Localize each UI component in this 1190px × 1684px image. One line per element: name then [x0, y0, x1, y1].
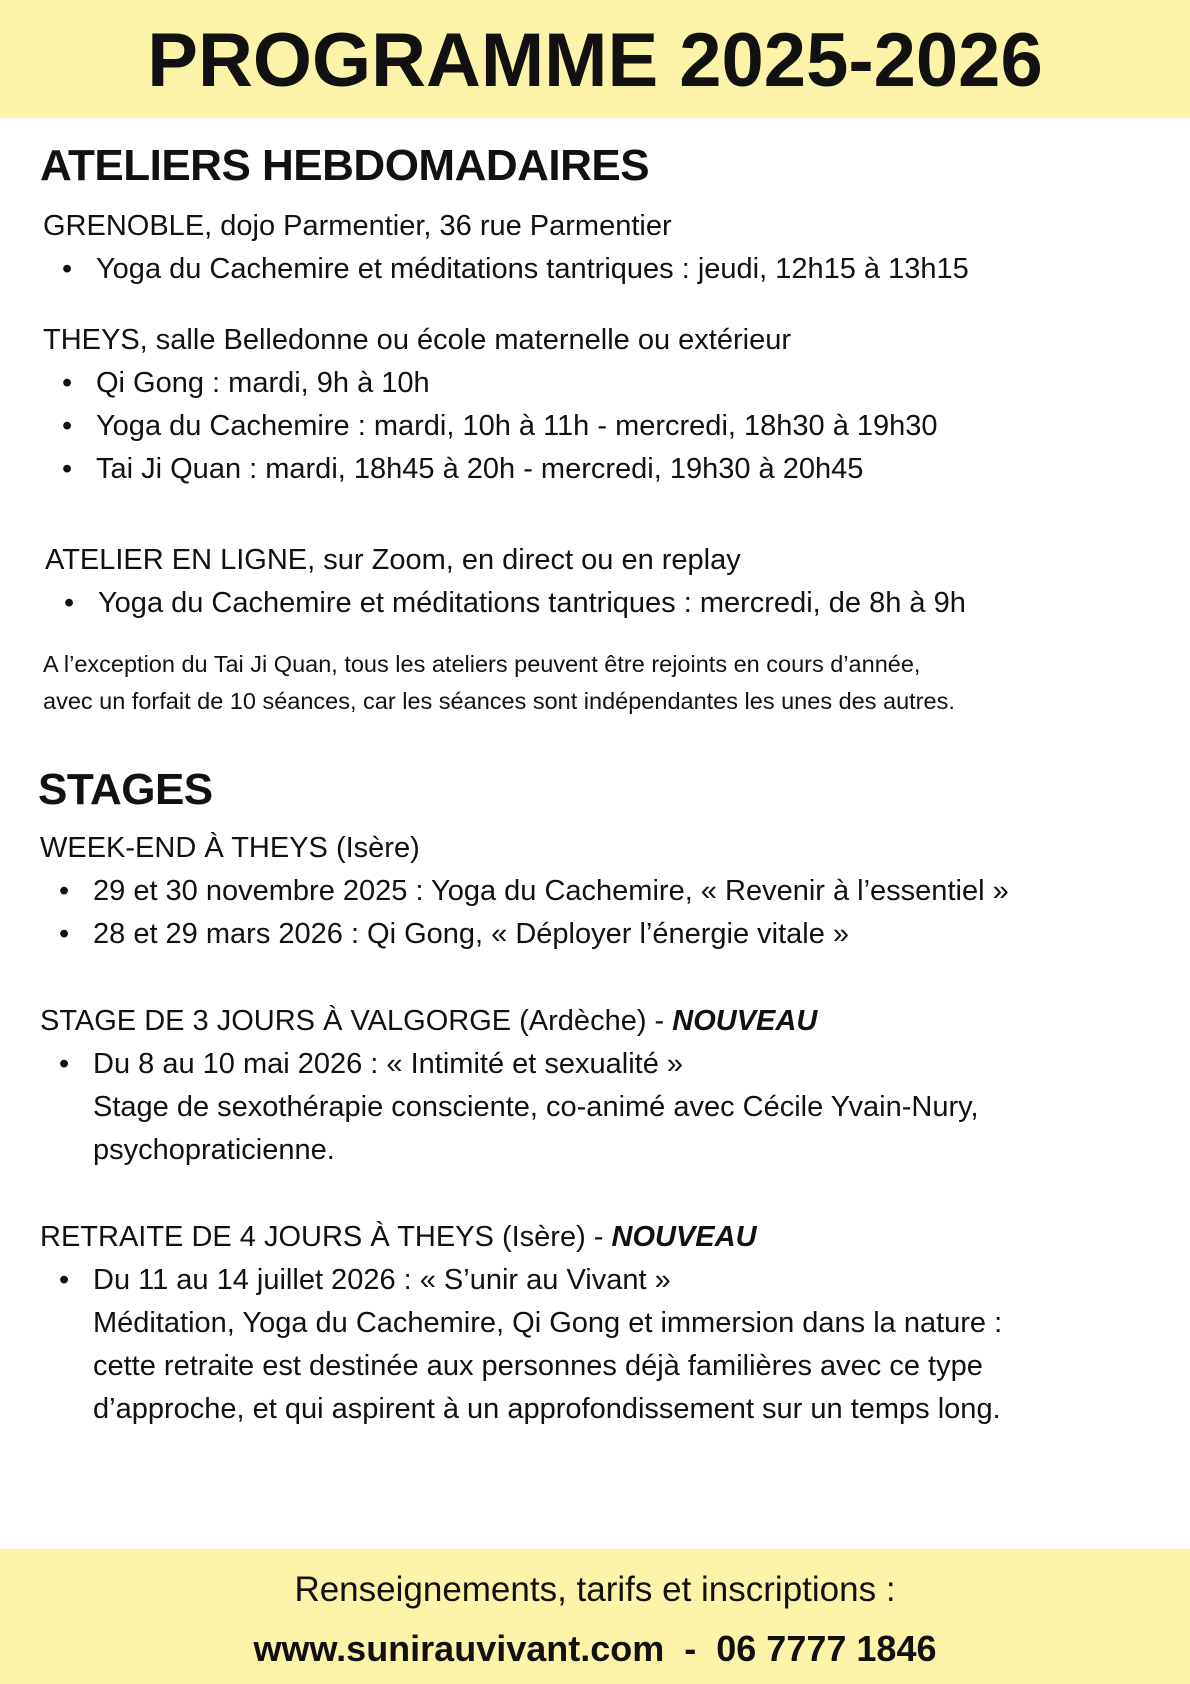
item-list	[40, 1043, 1150, 1172]
group-title: GRENOBLE, dojo Parmentier, 36 rue Parmentier	[43, 209, 672, 242]
header-band	[0, 0, 1190, 118]
nouveau-badge: NOUVEAU	[672, 1004, 818, 1037]
list-item: • Tai Ji Quan : mardi, 18h45 à 20h - mercredi, 19h30 à 20h45	[40, 448, 1150, 491]
nouveau-badge: NOUVEAU	[611, 1220, 757, 1253]
group-theys	[40, 319, 1150, 491]
note-line: A l’exception du Tai Ji Quan, tous les ateliers peuvent être rejoints en cours d’année,	[43, 650, 921, 677]
stage-title: STAGE DE 3 JOURS À VALGORGE (Ardèche) - NOUVEAU	[40, 1004, 818, 1037]
group-title: THEYS, salle Belledonne ou école maternelle ou extérieur	[43, 323, 791, 356]
list-item	[40, 1043, 1150, 1172]
group-title: ATELIER EN LIGNE, sur Zoom, en direct ou en replay	[45, 543, 741, 576]
list-item: • Yoga du Cachemire et méditations tantriques : mercredi, de 8h à 9h	[40, 582, 1150, 625]
group-grenoble	[40, 205, 1150, 291]
stage-title: WEEK-END À THEYS (Isère)	[40, 831, 420, 864]
footer-contact: www.sunirauvivant.com - 06 7777 1846	[253, 1628, 937, 1669]
main-content	[40, 140, 1150, 1431]
item-line: psychopraticienne.	[93, 1133, 335, 1166]
list-item: • Yoga du Cachemire et méditations tantriques : jeudi, 12h15 à 13h15	[40, 248, 1150, 291]
item-list	[40, 362, 1150, 491]
bullet-icon: •	[59, 917, 70, 950]
item-line: cette retraite est destinée aux personnes déjà familières avec ce type	[93, 1349, 983, 1382]
bullet-icon: •	[64, 586, 75, 619]
bullet-icon: •	[62, 366, 73, 399]
group-online	[40, 539, 1150, 625]
bullet-icon: •	[62, 252, 73, 285]
item-list	[40, 870, 1150, 956]
stage-title: RETRAITE DE 4 JOURS À THEYS (Isère) - NOUVEAU	[40, 1220, 757, 1253]
list-item: • Qi Gong : mardi, 9h à 10h	[40, 362, 1150, 405]
list-item: • 28 et 29 mars 2026 : Qi Gong, « Déployer l’énergie vitale »	[40, 913, 1150, 956]
list-item	[40, 1259, 1150, 1431]
item-line: Du 11 au 14 juillet 2026 : « S’unir au Vivant »	[93, 1263, 671, 1296]
bullet-icon: •	[59, 1263, 70, 1296]
footer-info: Renseignements, tarifs et inscriptions :	[294, 1570, 896, 1609]
bullet-icon: •	[62, 452, 73, 485]
list-item: • 29 et 30 novembre 2025 : Yoga du Cachemire, « Revenir à l’essentiel »	[40, 870, 1150, 913]
item-list	[40, 582, 1150, 625]
ateliers-note	[43, 646, 1150, 720]
ateliers-heading: ATELIERS HEBDOMADAIRES	[40, 141, 650, 190]
bullet-icon: •	[59, 874, 70, 907]
item-line: d’approche, et qui aspirent à un approfondissement sur un temps long.	[93, 1392, 1001, 1425]
item-line: Du 8 au 10 mai 2026 : « Intimité et sexualité »	[93, 1047, 684, 1080]
stage-retraite	[40, 1216, 1150, 1431]
stage-weekend	[40, 827, 1150, 956]
stages-heading: STAGES	[38, 764, 213, 814]
footer-band	[0, 1549, 1190, 1684]
note-line: avec un forfait de 10 séances, car les séances sont indépendantes les unes des autres.	[43, 687, 955, 714]
item-line: Stage de sexothérapie consciente, co-animé avec Cécile Yvain-Nury,	[93, 1090, 979, 1123]
bullet-icon: •	[62, 409, 73, 442]
item-list	[40, 248, 1150, 291]
page-title: PROGRAMME 2025-2026	[147, 18, 1043, 103]
item-line: Méditation, Yoga du Cachemire, Qi Gong et immersion dans la nature :	[93, 1306, 1003, 1339]
stage-valgorge	[40, 1000, 1150, 1172]
bullet-icon: •	[59, 1047, 70, 1080]
item-list	[40, 1259, 1150, 1431]
list-item: • Yoga du Cachemire : mardi, 10h à 11h - mercredi, 18h30 à 19h30	[40, 405, 1150, 448]
